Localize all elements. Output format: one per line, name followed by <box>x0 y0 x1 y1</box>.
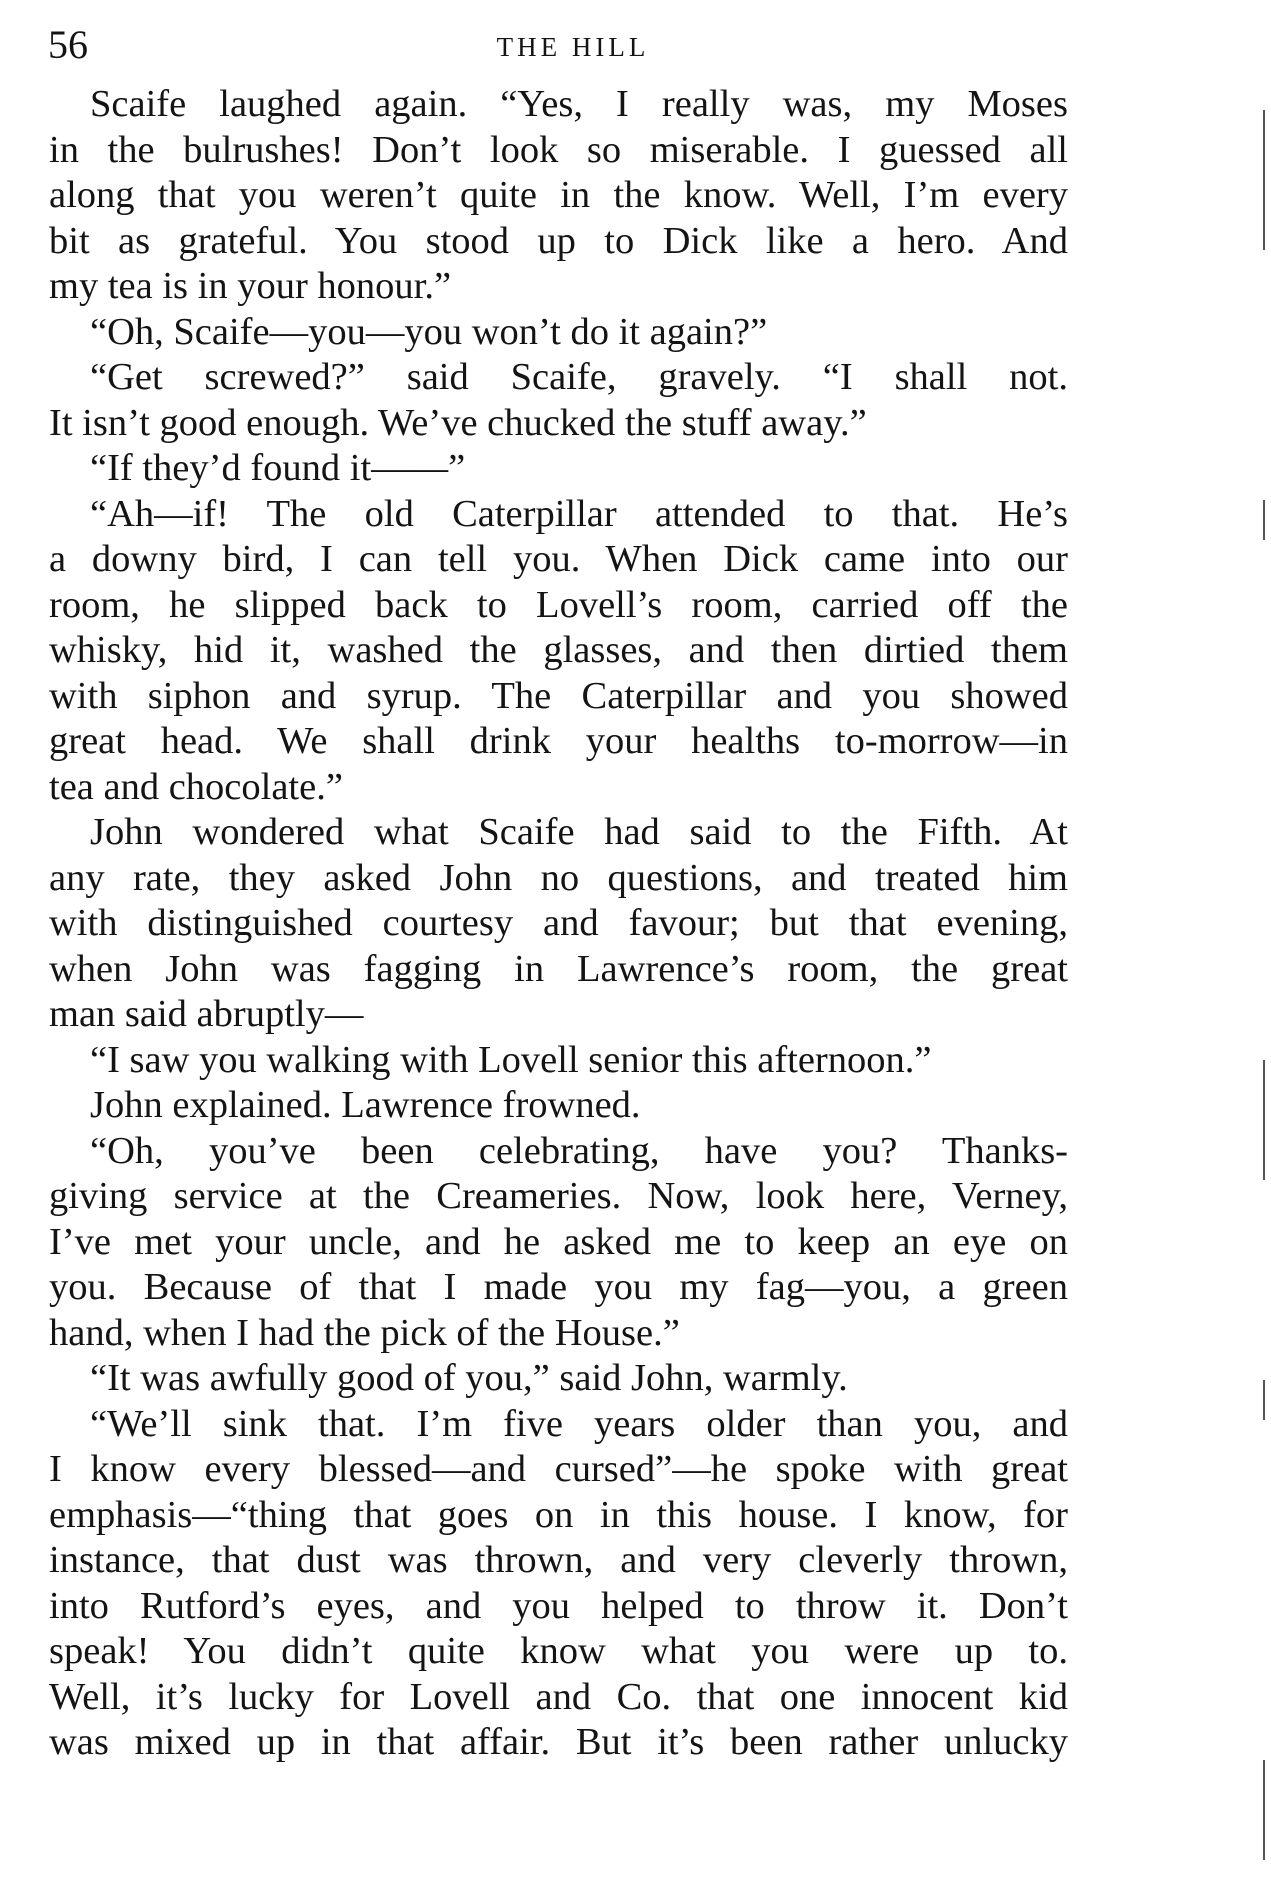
text-line: John wondered what Scaife had said to the Fifth. At <box>90 811 1068 853</box>
edge-mark <box>1263 110 1265 250</box>
text-line: Well, it’s lucky for Lovell and Co. that one innocent kid <box>49 1675 1068 1718</box>
text-line: bit as grateful. You stood up to Dick like a hero. And <box>49 219 1068 262</box>
body-text <box>49 82 1068 1766</box>
text-line: was mixed up in that affair. But it’s been rather unlucky <box>49 1721 1068 1763</box>
page-edge-shadow <box>1260 0 1271 1881</box>
text-line: Scaife laughed again. “Yes, I really was, my Moses <box>90 83 1068 125</box>
text-line: into Rutford’s eyes, and you helped to throw it. Don’t <box>49 1584 1068 1627</box>
edge-mark <box>1263 1760 1265 1860</box>
text-line: emphasis—“thing that goes on in this house. I know, for <box>49 1493 1068 1536</box>
text-line: room, he slipped back to Lovell’s room, carried off the <box>49 583 1068 626</box>
text-line: man said abruptly— <box>49 993 364 1035</box>
text-line: “If they’d found it——” <box>90 447 466 489</box>
text-line: “I saw you walking with Lovell senior this afternoon.” <box>90 1038 932 1081</box>
text-line: “It was awfully good of you,” said John, warmly. <box>90 1357 848 1399</box>
text-line: speak! You didn’t quite know what you were up to. <box>49 1630 1068 1672</box>
page-number: 56 <box>48 22 88 67</box>
text-line: It isn’t good enough. We’ve chucked the stuff away.” <box>49 401 867 444</box>
running-head <box>48 20 1068 70</box>
text-line: my tea is in your honour.” <box>49 265 452 307</box>
text-line: with distinguished courtesy and favour; but that evening, <box>49 902 1068 944</box>
text-line: “Oh, Scaife—you—you won’t do it again?” <box>90 310 768 353</box>
text-line: “We’ll sink that. I’m five years older than you, and <box>90 1402 1068 1445</box>
text-line: you. Because of that I made you my fag—you, a green <box>49 1266 1068 1308</box>
text-line: whisky, hid it, washed the glasses, and then dirtied them <box>49 629 1068 671</box>
text-line: with siphon and syrup. The Caterpillar and you showed <box>49 674 1068 717</box>
edge-mark <box>1263 500 1265 540</box>
text-line: in the bulrushes! Don’t look so miserable. I guessed all <box>49 128 1068 171</box>
text-line: “Get screwed?” said Scaife, gravely. “I shall not. <box>90 356 1068 398</box>
text-line: “Oh, you’ve been celebrating, have you? Thanks- <box>90 1129 1068 1172</box>
text-line: instance, that dust was thrown, and very cleverly thrown, <box>49 1539 1068 1581</box>
text-line: giving service at the Creameries. Now, look here, Verney, <box>49 1175 1068 1217</box>
text-line: any rate, they asked John no questions, and treated him <box>49 856 1068 899</box>
text-line: John explained. Lawrence frowned. <box>90 1084 641 1126</box>
edge-mark <box>1263 1060 1265 1180</box>
text-line: hand, when I had the pick of the House.” <box>49 1311 680 1354</box>
text-line: along that you weren’t quite in the know. Well, I’m every <box>49 174 1068 216</box>
text-line: “Ah—if! The old Caterpillar attended to that. He’s <box>90 492 1068 535</box>
text-line: tea and chocolate.” <box>49 765 343 808</box>
text-line: I’ve met your uncle, and he asked me to keep an eye on <box>49 1220 1068 1263</box>
text-line: I know every blessed—and cursed”—he spoke with great <box>49 1448 1068 1490</box>
text-line: great head. We shall drink your healths to-morrow—in <box>49 720 1068 762</box>
text-line: a downy bird, I can tell you. When Dick came into our <box>49 538 1068 580</box>
text-line: when John was fagging in Lawrence’s room, the great <box>49 947 1068 990</box>
running-title: THE HILL <box>496 32 650 62</box>
edge-mark <box>1263 1380 1265 1420</box>
